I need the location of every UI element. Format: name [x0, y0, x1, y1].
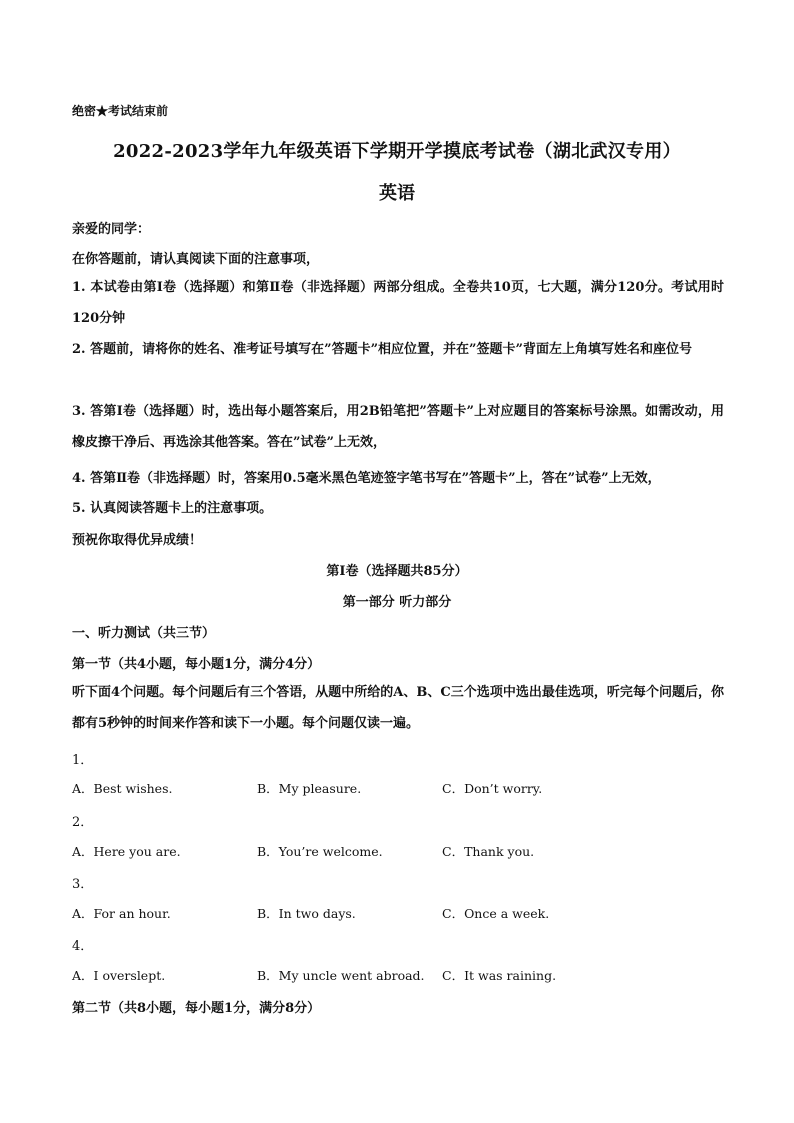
- question-number: 3．: [72, 877, 94, 892]
- question-number: 4．: [72, 939, 94, 954]
- confidential-label: 绝密★考试结束前: [72, 104, 169, 118]
- option-c: C．Don’t worry.: [442, 781, 543, 796]
- question-number: 1．: [72, 753, 94, 768]
- exam-title: 2022-2023学年九年级英语下学期开学摸底考试卷（湖北武汉专用）: [113, 141, 681, 162]
- option-c: C．Once a week.: [442, 906, 550, 921]
- greeting: 亲爱的同学：: [72, 222, 151, 237]
- notice-item-2: 2. 答题前，请将你的姓名、准考证号填写在”答题卡”相应位置，并在”签题卡”背面左上角填写姓名和座位号: [72, 342, 693, 357]
- notice-item-3: 3. 答第Ⅰ卷（选择题）时，选出每小题答案后，用2B铅笔把”答题卡”上对应题目的答案标号涂黑。如需改动，用橡皮擦干净后、再选涂其他答案。答在”试卷”上无效，: [72, 404, 724, 450]
- option-b: B．You’re welcome.: [257, 844, 383, 859]
- section1-heading: 第一节（共4小题，每小题1分，满分4分）: [72, 657, 321, 672]
- notice-item-5: 5. 认真阅读答题卡上的注意事项。: [72, 501, 273, 516]
- part-title: 第一部分 听力部分: [342, 595, 452, 610]
- option-c: C．Thank you.: [442, 844, 535, 859]
- notice-intro: 在你答题前，请认真阅读下面的注意事项，: [72, 252, 320, 267]
- option-a: A．I overslept.: [72, 968, 166, 983]
- option-b: B．My uncle went abroad.: [257, 968, 425, 983]
- section-heading: 一、听力测试（共三节）: [72, 626, 216, 641]
- wish-text: 预祝你取得优异成绩！: [72, 533, 203, 548]
- volume-title: 第Ⅰ卷（选择题共85分）: [326, 564, 468, 579]
- option-c: C．It was raining.: [442, 968, 557, 983]
- option-a: A．Here you are.: [72, 844, 181, 859]
- section2-heading: 第二节（共8小题，每小题1分，满分8分）: [72, 1001, 321, 1016]
- subject-title: 英语: [379, 183, 415, 204]
- option-b: B．In two days.: [257, 906, 356, 921]
- section1-instructions: 听下面4个问题。每个问题后有三个答语，从题中所给的A、B、C三个选项中选出最佳选项，听完每个问题后，你都有5秒钟的时间来作答和读下一小题。每个问题仅读一遍。: [72, 685, 724, 731]
- notice-item-4: 4. 答第Ⅱ卷（非选择题）时，答案用0.5毫米黑色笔迹签字笔书写在”答题卡”上，答在”试卷”上无效，: [72, 471, 661, 486]
- option-a: A．Best wishes.: [72, 781, 173, 796]
- option-a: A．For an hour.: [72, 906, 171, 921]
- question-number: 2．: [72, 815, 94, 830]
- notice-item-1: 1. 本试卷由第Ⅰ卷（选择题）和第Ⅱ卷（非选择题）两部分组成。全卷共10页，七大题，满分120分。考试用时120分钟: [72, 280, 724, 326]
- option-b: B．My pleasure.: [257, 781, 362, 796]
